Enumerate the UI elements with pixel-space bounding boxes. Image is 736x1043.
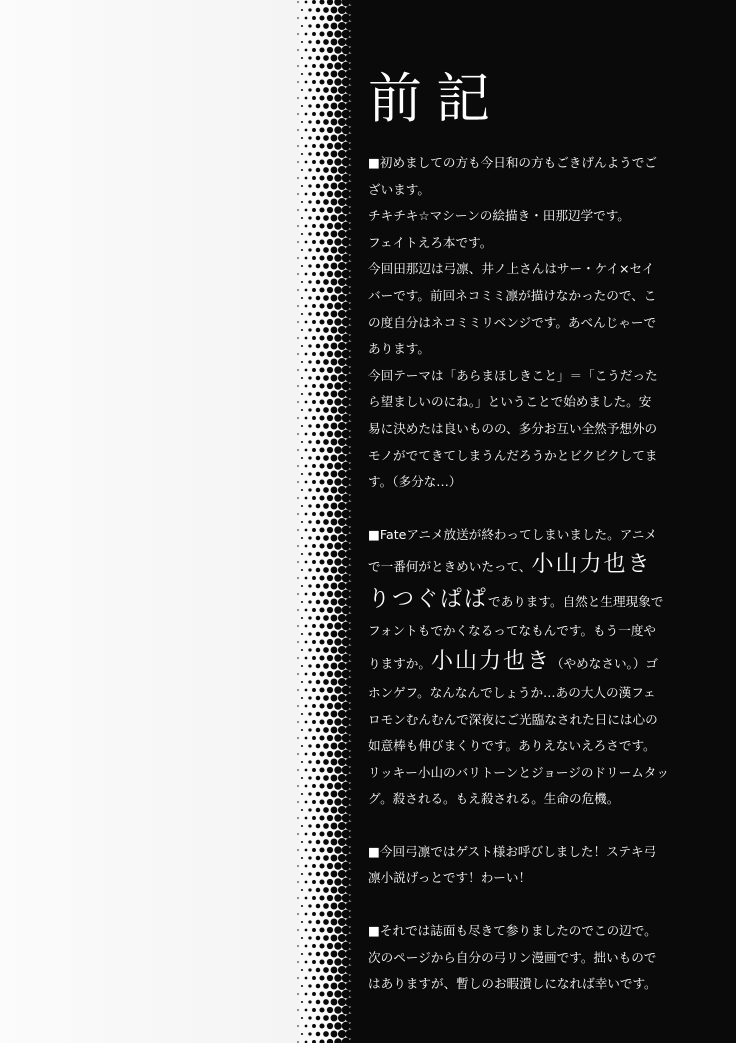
text-line: ■初めましての方も今日和の方もごきげんようでご [368,155,657,170]
text-line: フォントもでかくなるってなもんです。もう一度や [368,623,657,639]
text-line: ざいます。 [368,181,430,197]
text-segment: であります。自然と生理現象で [488,594,664,610]
text-line: はありますが、暫しのお暇潰しになれば幸いです。 [368,976,657,992]
text-line [368,548,714,583]
text-segment: りますか。 [368,655,431,671]
emphasis-text: 小山力也き [430,648,551,674]
text-line: 次のページから自分の弓リン漫画です。拙いもので [368,949,657,965]
text-segment: で一番何がときめいたって、 [368,559,532,575]
text-line: チキチキ☆マシーンの絵描き・田那辺学です。 [368,208,630,224]
text-line: 如意棒も伸びまくりです。ありえないえろさです。 [368,738,656,754]
text-line: グ。殺される。もえ殺される。生命の危機。 [368,791,620,807]
text-line: 今回テーマは「あらまほしきこと」＝「こうだった [368,367,658,383]
page-title: 前記 [368,67,504,130]
text-line: の度自分はネコミミリベンジです。あべんじゃーで [368,314,657,330]
emphasis-text: りつぐぱぱ [368,587,489,613]
text-line: ら望ましいのにね。」ということで始めました。安 [368,394,652,410]
halftone-dot-border [296,0,356,1043]
text-line: す。（多分な…） [368,474,462,490]
text-line: ■Fateアニメ放送が終わってしまいました。アニメ [368,526,657,542]
text-line: 凛小説げっとです！わーい！ [368,870,532,886]
text-line: 易に決めたは良いものの、多分お互い全然予想外の [368,420,658,436]
text-line: ■それでは誌面も尽きて参りましたのでこの辺で。 [368,923,657,939]
paragraph-intro [368,150,714,496]
text-line: ロモンむんむんで深夜にご光臨なされた日には心の [368,711,658,727]
text-line: ホンゲフ。なんなんでしょうか…あの大人の漢フェ [368,684,656,700]
text-line: モノがでてきてしまうんだろうかとビクビクしてま [368,447,658,463]
text-line: ■今回弓凛ではゲスト様お呼びしました！ステキ弓 [368,843,657,859]
text-line: バーです。前回ネコミミ凛が描けなかったので、こ [368,287,657,303]
text-line: フェイトえろ本です。 [368,234,493,250]
paragraph-closing [368,918,714,998]
text-line: 今回田那辺は弓凛、井ノ上さんはサー・ケイ×セイ [368,261,655,277]
emphasis-text: 小山力也き [531,552,652,578]
foreword-text [368,150,714,1024]
text-line: あります。 [368,341,430,357]
text-segment: （やめなさい。）ゴ [550,655,659,671]
text-line [368,583,714,618]
paragraph-guest [368,839,714,892]
paragraph-anime [368,522,714,813]
text-line: リッキー小山のバリトーンとジョージのドリームタッ [368,764,669,780]
blank-margin [0,0,300,1043]
text-line [368,645,714,680]
